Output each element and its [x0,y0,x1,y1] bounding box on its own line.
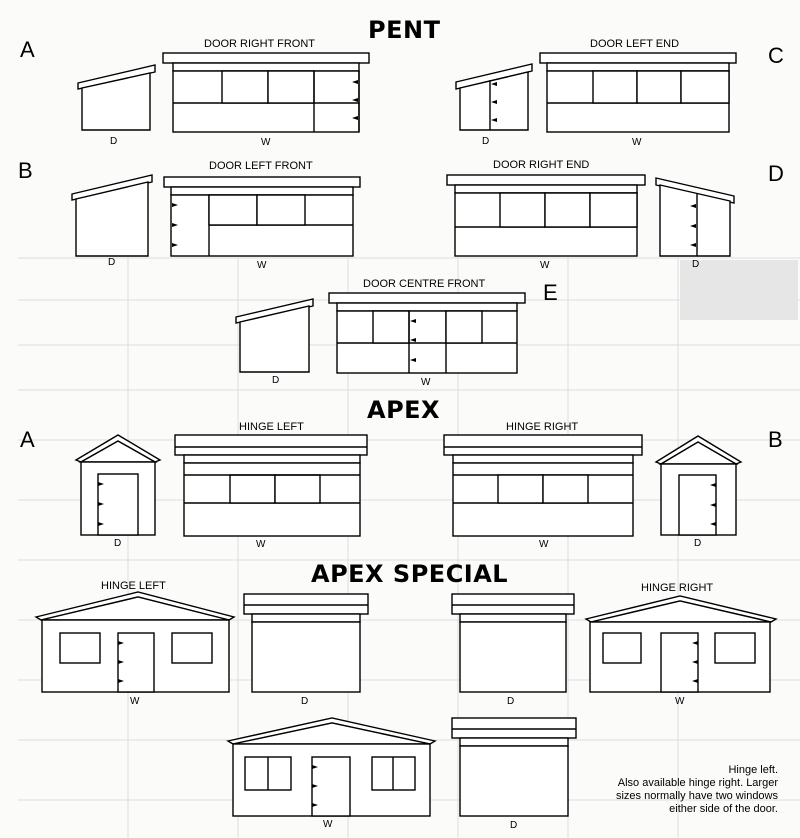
apex-a-depth-label: D [114,538,122,549]
pent-d-width-label: W [540,260,550,271]
caption-door-right-end: DOOR RIGHT END [493,159,590,171]
apex-b-depth-label: D [694,538,702,549]
pent-c-width-label: W [632,137,642,148]
apex-special-hr-width-label: W [675,696,685,707]
pent-letter-d: D [768,161,784,186]
hinge-note-line-4: either side of the door. [669,803,778,815]
hinge-note-line-1: Hinge left. [728,764,778,776]
apex-special-hl-width-label: W [130,696,140,707]
section-title-apex-special: APEX SPECIAL [311,560,509,588]
pent-c-depth-label: D [482,136,490,147]
apex-special-large-front [228,718,435,816]
apex-special-hinge-right-front [586,596,776,692]
pent-b-end-view [72,175,152,256]
apex-caption-hinge-left: HINGE LEFT [239,421,304,433]
pent-e-width-label: W [421,377,431,388]
apex-special-end-2 [452,594,574,692]
hinge-note [578,764,778,816]
apex-special-caption-hinge-right: HINGE RIGHT [641,582,714,594]
apex-b-end-view [656,436,741,535]
apex-letter-a: A [20,427,35,452]
pent-letter-b: B [18,158,33,183]
apex-special-caption-hinge-left: HINGE LEFT [101,580,166,592]
pent-e-depth-label: D [272,375,280,386]
apex-a-width-label: W [256,539,266,550]
pent-e-end-view [236,299,313,372]
caption-door-left-end: DOOR LEFT END [590,38,680,50]
pent-e-front-view [329,293,525,373]
pent-b-front-view [164,177,360,256]
apex-a-side-view [175,435,367,536]
hinge-note-line-3: sizes normally have two windows [615,790,778,802]
apex-special-large-end [452,718,576,816]
apex-special-end2-depth-label: D [507,696,515,707]
apex-special-end1-depth-label: D [301,696,309,707]
apex-special-hinge-left-front [36,592,234,692]
pent-a-end-view [78,65,155,130]
hinge-note-line-2: Also available hinge right. Larger [617,777,778,789]
pent-letter-a: A [20,37,35,62]
apex-a-end-view [76,435,160,535]
caption-door-centre-front: DOOR CENTRE FRONT [363,278,486,290]
pent-a-width-label: W [261,137,271,148]
pent-a-front-view [163,53,369,132]
apex-caption-hinge-right: HINGE RIGHT [506,421,579,433]
pent-d-front-view [447,175,645,256]
apex-special-end-1 [244,594,368,692]
apex-special-large-width-label: W [323,819,333,830]
apex-letter-b: B [768,427,783,452]
caption-door-right-front: DOOR RIGHT FRONT [204,38,316,50]
pent-a-depth-label: D [110,136,118,147]
pent-c-front-view [540,53,736,132]
apex-b-width-label: W [539,539,549,550]
pent-letter-c: C [768,43,784,68]
apex-special-large-depth-label: D [510,820,518,831]
apex-b-side-view [444,435,642,536]
pent-letter-e: E [543,280,558,305]
pent-d-depth-label: D [692,259,700,270]
section-title-apex: APEX [367,396,441,424]
pent-b-depth-label: D [108,257,116,268]
pent-b-width-label: W [257,260,267,271]
section-title-pent: PENT [368,16,441,44]
caption-door-left-front: DOOR LEFT FRONT [209,160,313,172]
